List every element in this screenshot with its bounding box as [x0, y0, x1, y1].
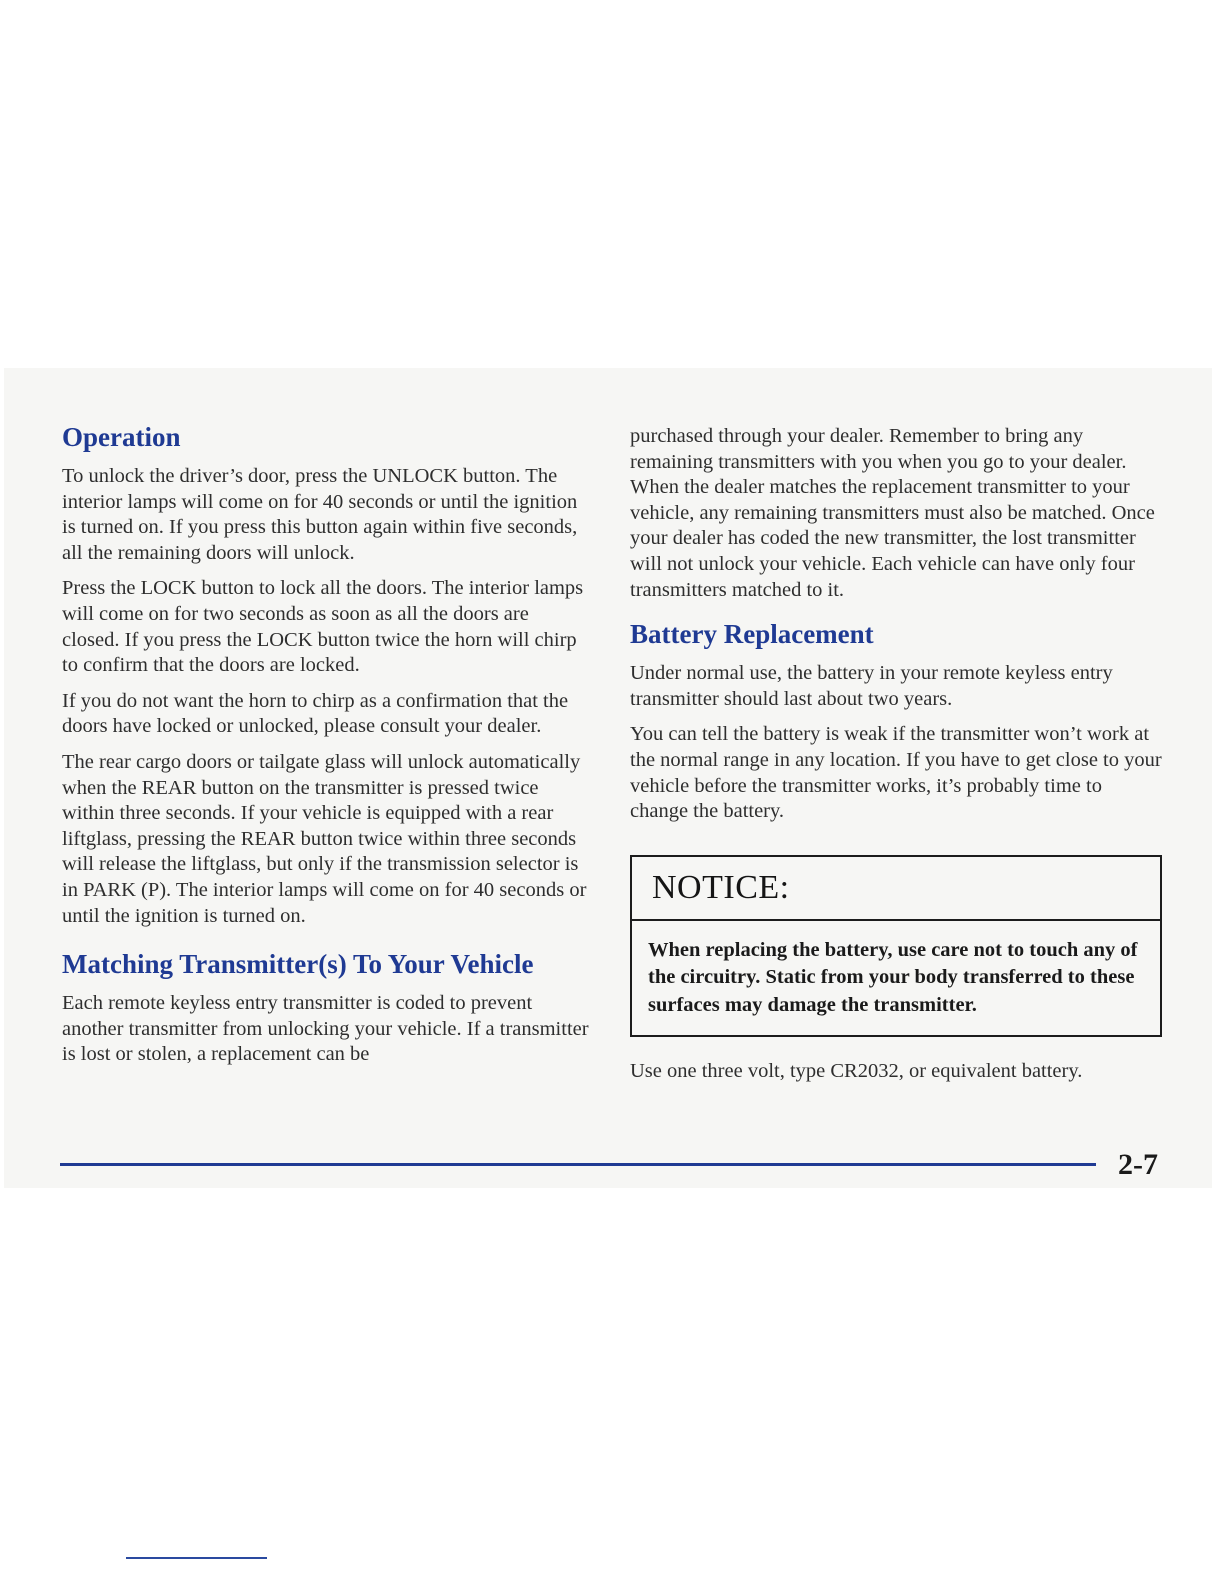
footer-rule	[60, 1163, 1096, 1166]
battery-paragraph-1: Under normal use, the battery in your remote keyless entry transmitter should last about two years.	[630, 662, 1113, 710]
notice-box	[630, 855, 1162, 1038]
right-column	[630, 424, 1162, 1095]
matching-paragraph-1: Each remote keyless entry transmitter is coded to prevent another transmitter from unlocking your vehicle. If a transmitter is lost or stolen, a replacement can be	[62, 992, 589, 1066]
operation-heading: Operation	[62, 422, 181, 452]
battery-heading: Battery Replacement	[630, 619, 874, 650]
left-column	[62, 420, 590, 1078]
operation-paragraph-1: To unlock the driver’s door, press the UNLOCK button. The interior lamps will come on for 40 seconds or until the ignition is turned on. If you press this button again within five seconds, all the remaining doors will unlock.	[62, 465, 578, 564]
notice-body: When replacing the battery, use care not to touch any of the circuitry. Static from your body transferred to these surfaces may damage the transmitter.	[648, 938, 1138, 1016]
battery-paragraph-2: You can tell the battery is weak if the transmitter won’t work at the normal range in any location. If you have to get close to your vehicle before the transmitter works, it’s probably time to change the battery.	[630, 723, 1162, 823]
notice-title: NOTICE:	[632, 857, 1160, 921]
operation-paragraph-2: Press the LOCK button to lock all the doors. The interior lamps will come on for two seconds as soon as all the doors are closed. If you press the LOCK button twice the horn will chirp to confirm that the doors are locked.	[62, 577, 584, 677]
battery-paragraph-3: Use one three volt, type CR2032, or equivalent battery.	[630, 1060, 1083, 1083]
operation-paragraph-4: The rear cargo doors or tailgate glass will unlock automatically when the REAR button on the transmitter is pressed twice within three seconds. If your vehicle is equipped with a rear liftglass, pressing the REAR button twice within three seconds will release the liftglass, but only if the transmission selector is in PARK (P). The interior lamps will come on for 40 seconds or until the ignition is turned on.	[62, 750, 587, 927]
page-number: 2-7	[1118, 1148, 1158, 1181]
bottom-rule	[126, 1557, 267, 1559]
matching-paragraph-continued: purchased through your dealer. Remember to bring any remaining transmitters with you when you go to your dealer. When the dealer matches the replacement transmitter to your vehicle, any remaining transmitters must also be matched. Once your dealer has coded the new transmitter, the lost transmitter will not unlock your vehicle. Each vehicle can have only four transmitters matched to it.	[630, 425, 1155, 601]
matching-heading: Matching Transmitter(s) To Your Vehicle	[62, 949, 534, 980]
operation-paragraph-3: If you do not want the horn to chirp as a confirmation that the doors have locked or unlocked, please consult your dealer.	[62, 689, 569, 738]
